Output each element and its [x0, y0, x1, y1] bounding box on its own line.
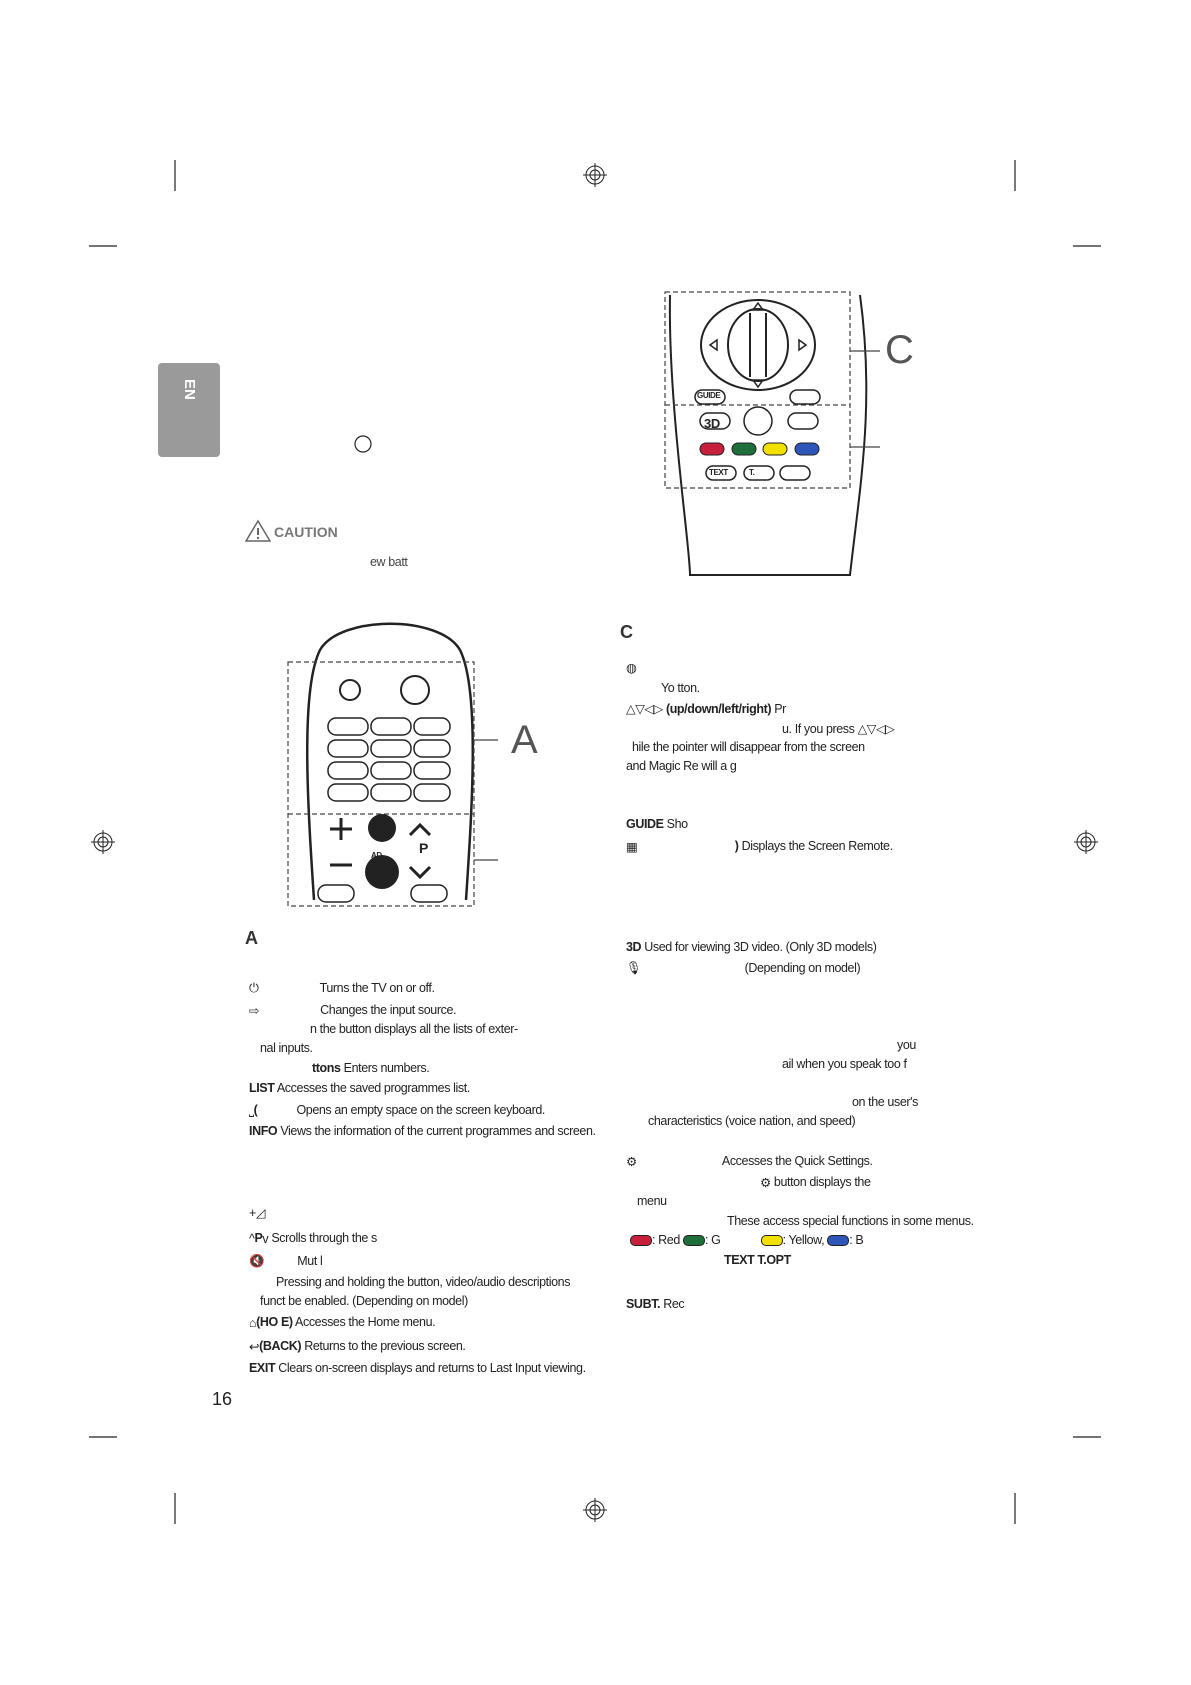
settings-note-2: menu — [637, 1194, 667, 1208]
yellow-button-icon — [761, 1235, 783, 1246]
color-buttons-text: These access special functions in some menus. — [727, 1214, 974, 1228]
caution-title: CAUTION — [274, 524, 338, 540]
text-button-label: TEXT — [709, 468, 728, 477]
registration-mark-top — [583, 163, 607, 187]
home-button — [365, 855, 399, 889]
info-item: INFO Views the information of the current programmes and screen. — [249, 1124, 596, 1138]
page-number: 16 — [212, 1389, 233, 1409]
power-icon: ⏻ — [249, 981, 259, 996]
section-a-heading: A — [245, 928, 258, 948]
settings-note-1: ⚙ button displays the — [760, 1175, 871, 1191]
microphone-icon: 🎙 — [626, 961, 642, 976]
space-icon: ⎵ — [249, 1103, 254, 1118]
remote-bottom-illustration — [280, 610, 550, 910]
home-icon: ⌂ — [249, 1315, 257, 1330]
power-item: ⏻ Turns the TV on or off. — [249, 981, 435, 996]
guide-item: GUIDE Sho — [626, 817, 688, 831]
voice-note-4: characteristics (voice nation, and speed) — [648, 1114, 856, 1128]
back-button — [318, 885, 354, 902]
subt-item: SUBT. Rec — [626, 1297, 685, 1311]
arrows-item: △▽◁▷ (up/down/left/right) Pr — [626, 702, 786, 716]
blue-button-icon — [827, 1235, 849, 1246]
volume-icon: +◿ — [249, 1206, 266, 1221]
remote-top-illustration — [650, 285, 920, 585]
input-note-line2: nal inputs. — [260, 1041, 313, 1055]
arrows-note-1: u. If you press △▽◁▷ — [782, 722, 895, 736]
red-button-icon — [630, 1235, 652, 1246]
screen-remote-icon: ▦ — [626, 840, 638, 855]
screen-remote-button — [790, 390, 820, 404]
mic-button — [744, 407, 772, 435]
mute-item: 🔇 Mut l — [249, 1254, 323, 1269]
voice-note-2: ail when you speak too f — [782, 1057, 907, 1071]
arrows-note-2: hile the pointer will disappear from the screen — [632, 740, 865, 754]
arrows-note-3: and Magic Re will a g — [626, 759, 737, 773]
exit-button — [411, 885, 447, 902]
subt-button — [780, 466, 810, 480]
mute-note-line1: Pressing and holding the button, video/audio descriptions — [276, 1275, 571, 1289]
programme-item: ^Pv Scrolls through the s — [249, 1231, 377, 1246]
topt-button-label: T. — [749, 468, 755, 477]
list-item: LIST Accesses the saved programmes list. — [249, 1081, 470, 1095]
voice-note-1: you — [897, 1038, 916, 1052]
gear-icon-inline: ⚙ — [760, 1176, 771, 1191]
mute-note-line2: funct be enabled. (Depending on model) — [260, 1294, 468, 1308]
3d-button-label: 3D — [704, 416, 720, 431]
chevron-down-icon: v — [262, 1231, 269, 1246]
green-button-icon — [683, 1235, 705, 1246]
3d-item: 3D Used for viewing 3D video. (Only 3D models) — [626, 940, 877, 954]
language-tab — [158, 363, 220, 457]
section-c-heading: C — [620, 622, 633, 642]
settings-item: ⚙ Accesses the Quick Settings. — [626, 1154, 873, 1170]
region-c-label: C — [885, 328, 914, 372]
wheel-icon: ◍ — [626, 661, 637, 675]
gear-icon: ⚙ — [626, 1155, 637, 1170]
power-button — [340, 680, 360, 700]
space-item: ⎵( Opens an empty space on the screen keyboard. — [249, 1103, 545, 1118]
number-buttons-item: ttons Enters numbers. — [312, 1061, 430, 1075]
3d-icon: 3D — [626, 940, 642, 954]
arrow-icons-inline: △▽◁▷ — [857, 722, 895, 736]
chevron-up-icon: ^ — [249, 1231, 255, 1246]
volume-item — [249, 1205, 265, 1220]
mic-item: 🎙 (Depending on model) — [626, 961, 861, 976]
warning-icon — [245, 519, 271, 543]
mute-icon: 🔇 — [249, 1254, 265, 1269]
region-a-label: A — [511, 718, 538, 762]
mute-button — [368, 814, 396, 842]
home-item: ⌂(HO E) Accesses the Home menu. — [249, 1315, 436, 1330]
guide-button-label: GUIDE — [697, 391, 721, 400]
ad-label: AD — [371, 851, 382, 860]
caution-text: ew batt — [370, 555, 408, 569]
back-item: ↩(BACK) Returns to the previous screen. — [249, 1339, 466, 1355]
language-tab-label: EN — [181, 379, 198, 400]
wheel-text: Yo tton. — [661, 681, 700, 695]
circle-marker — [353, 434, 373, 454]
teletext-item: TEXT T.OPT — [724, 1253, 791, 1267]
input-item: ⇨ Changes the input source. — [249, 1003, 457, 1019]
arrow-icons: △▽◁▷ — [626, 702, 663, 716]
exit-item: EXIT Clears on-screen displays and returns to Last Input viewing. — [249, 1361, 586, 1375]
screen-remote-item: ▦ ) Displays the Screen Remote. — [626, 839, 893, 855]
input-note-line1: n the button displays all the lists of exter- — [310, 1022, 518, 1036]
settings-button — [788, 413, 818, 429]
input-icon: ⇨ — [249, 1004, 260, 1019]
color-buttons-list: : Red : G : Yellow, : B — [630, 1233, 863, 1247]
voice-note-3: on the user's — [852, 1095, 918, 1109]
p-label: P — [419, 840, 428, 856]
input-button — [401, 676, 429, 704]
back-icon: ↩ — [249, 1340, 260, 1355]
